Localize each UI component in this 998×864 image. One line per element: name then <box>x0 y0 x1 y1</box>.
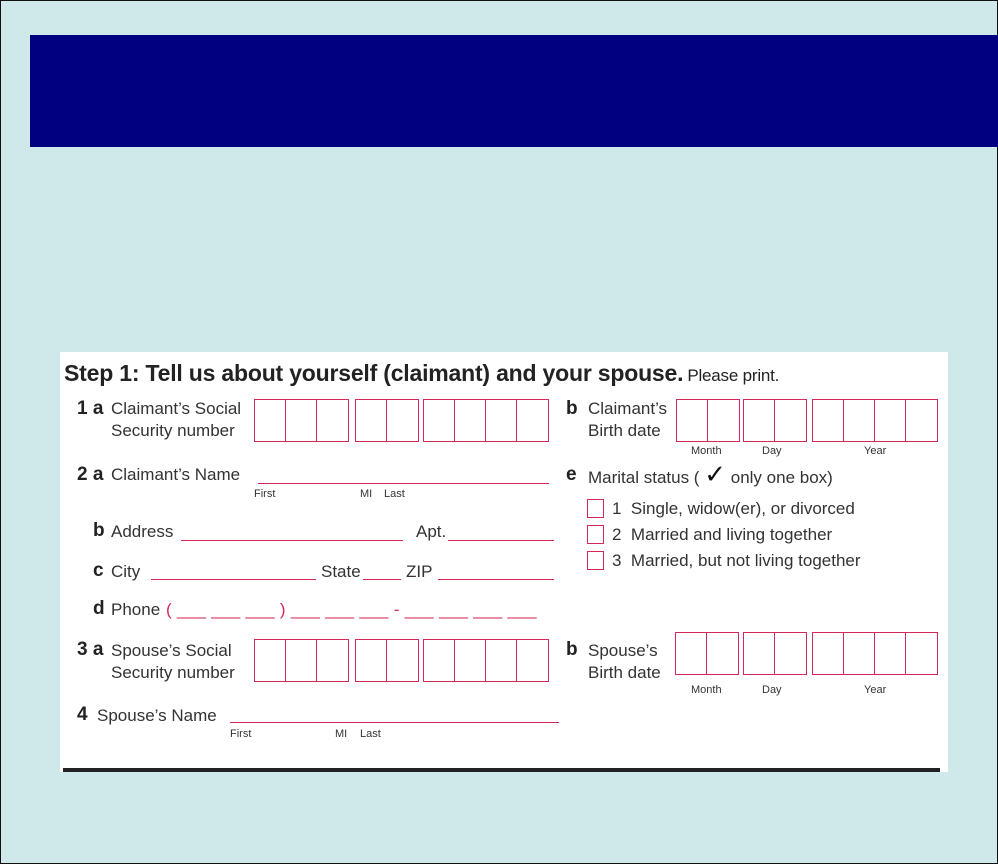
marital-label-before: Marital status ( <box>588 468 700 487</box>
q2c-label: City <box>111 562 141 581</box>
q2e-letter: e <box>566 464 577 485</box>
q3a-number: 3 a <box>77 639 104 660</box>
spouse-ssn-group-3[interactable] <box>423 639 549 682</box>
section-divider-rule <box>63 768 940 772</box>
zip-field[interactable] <box>438 579 554 580</box>
option-text: Married and living together <box>630 525 833 544</box>
date-digit-box[interactable] <box>906 633 937 674</box>
checkmark-icon: ✓ <box>704 459 727 489</box>
apt-label: Apt. <box>416 522 447 541</box>
q3b-letter: b <box>566 639 578 660</box>
marital-option-1 <box>612 498 855 520</box>
claimant-month-label: Month <box>691 445 722 457</box>
step-title-text: Step 1: Tell us about yourself (claimant) and your spouse. <box>64 360 684 386</box>
date-digit-box[interactable] <box>708 400 739 441</box>
q2c-letter: c <box>93 560 104 581</box>
zip-label: ZIP <box>406 562 433 581</box>
q3b-label-line2: Birth date <box>588 663 661 682</box>
claimant-last-label: Last <box>384 488 405 500</box>
state-label: State <box>321 562 361 581</box>
date-digit-box[interactable] <box>707 633 738 674</box>
q1b-label-line2: Birth date <box>588 421 661 440</box>
spouse-birth-month[interactable] <box>675 632 739 675</box>
phone-field[interactable]: ( ___ ___ ___ ) ___ ___ ___ - ___ ___ ___ ___ <box>166 600 537 619</box>
claimant-mi-label: MI <box>360 488 373 500</box>
marital-option-1-checkbox[interactable] <box>587 499 604 518</box>
date-digit-box[interactable] <box>744 633 775 674</box>
ssn-digit-box[interactable] <box>455 400 486 441</box>
spouse-name-field[interactable] <box>230 722 559 723</box>
marital-option-2 <box>612 524 832 546</box>
claimant-birth-month[interactable] <box>676 399 740 442</box>
q2d-letter: d <box>93 598 105 619</box>
spouse-birth-day[interactable] <box>743 632 807 675</box>
q4-number: 4 <box>77 704 88 725</box>
marital-status-label <box>588 459 833 489</box>
q1a-label-line2: Security number <box>111 421 235 440</box>
ssn-digit-box[interactable] <box>286 640 317 681</box>
ssn-digit-box[interactable] <box>255 400 286 441</box>
claimant-day-label: Day <box>762 445 782 457</box>
ssn-digit-box[interactable] <box>317 400 348 441</box>
q2d-label: Phone <box>111 600 161 619</box>
date-digit-box[interactable] <box>775 633 806 674</box>
claimant-year-label: Year <box>864 445 887 457</box>
ssn-digit-box[interactable] <box>486 400 517 441</box>
claimant-ssn-group-2[interactable] <box>355 399 419 442</box>
state-field[interactable] <box>363 579 401 580</box>
q2a-number: 2 a <box>77 464 104 485</box>
claimant-first-label: First <box>254 488 276 500</box>
spouse-day-label: Day <box>762 684 782 696</box>
ssn-digit-box[interactable] <box>387 400 418 441</box>
date-digit-box[interactable] <box>813 400 844 441</box>
q2b-label: Address <box>111 522 174 541</box>
step-title <box>64 360 779 387</box>
spouse-birth-year[interactable] <box>812 632 938 675</box>
spouse-year-label: Year <box>864 684 887 696</box>
city-field[interactable] <box>151 579 316 580</box>
option-number: 3 <box>612 551 622 570</box>
q3a-label-line2: Security number <box>111 663 235 682</box>
option-text: Single, widow(er), or divorced <box>630 499 855 518</box>
ssn-digit-box[interactable] <box>517 640 548 681</box>
date-digit-box[interactable] <box>813 633 844 674</box>
step-note: Please print. <box>687 366 780 385</box>
ssn-digit-box[interactable] <box>317 640 348 681</box>
marital-option-3-checkbox[interactable] <box>587 551 604 570</box>
claimant-birth-year[interactable] <box>812 399 938 442</box>
q1b-letter: b <box>566 398 578 419</box>
date-digit-box[interactable] <box>875 400 906 441</box>
claimant-name-field[interactable] <box>258 483 549 484</box>
q4-label: Spouse’s Name <box>97 706 217 725</box>
ssn-digit-box[interactable] <box>455 640 486 681</box>
marital-label-after: only one box) <box>730 468 833 487</box>
ssn-digit-box[interactable] <box>356 640 387 681</box>
q1a-number: 1 a <box>77 398 104 419</box>
date-digit-box[interactable] <box>844 633 875 674</box>
ssn-digit-box[interactable] <box>255 640 286 681</box>
q3a-label-line1: Spouse’s Social <box>111 641 232 660</box>
date-digit-box[interactable] <box>744 400 775 441</box>
claimant-birth-day[interactable] <box>743 399 807 442</box>
date-digit-box[interactable] <box>677 400 708 441</box>
address-field[interactable] <box>181 540 403 541</box>
date-digit-box[interactable] <box>906 400 937 441</box>
spouse-month-label: Month <box>691 684 722 696</box>
marital-option-2-checkbox[interactable] <box>587 525 604 544</box>
q2b-letter: b <box>93 520 105 541</box>
option-number: 1 <box>612 499 622 518</box>
ssn-digit-box[interactable] <box>486 640 517 681</box>
ssn-digit-box[interactable] <box>424 400 455 441</box>
date-digit-box[interactable] <box>844 400 875 441</box>
ssn-digit-box[interactable] <box>286 400 317 441</box>
claimant-ssn-group-3[interactable] <box>423 399 549 442</box>
spouse-ssn-group-1[interactable] <box>254 639 349 682</box>
option-number: 2 <box>612 525 622 544</box>
claimant-ssn-group-1[interactable] <box>254 399 349 442</box>
marital-option-3 <box>612 550 861 572</box>
ssn-digit-box[interactable] <box>356 400 387 441</box>
ssn-digit-box[interactable] <box>387 640 418 681</box>
option-text: Married, but not living together <box>630 551 861 570</box>
q1b-label-line1: Claimant’s <box>588 399 668 418</box>
spouse-first-label: First <box>230 728 252 740</box>
ssn-digit-box[interactable] <box>424 640 455 681</box>
spouse-ssn-group-2[interactable] <box>355 639 419 682</box>
title-banner <box>30 35 998 147</box>
ssn-digit-box[interactable] <box>517 400 548 441</box>
q1a-label-line1: Claimant’s Social <box>111 399 242 418</box>
date-digit-box[interactable] <box>775 400 806 441</box>
q2a-label: Claimant’s Name <box>111 465 241 484</box>
spouse-last-label: Last <box>360 728 381 740</box>
date-digit-box[interactable] <box>875 633 906 674</box>
date-digit-box[interactable] <box>676 633 707 674</box>
spouse-mi-label: MI <box>335 728 348 740</box>
q3b-label-line1: Spouse’s <box>588 641 658 660</box>
apt-field[interactable] <box>448 540 554 541</box>
